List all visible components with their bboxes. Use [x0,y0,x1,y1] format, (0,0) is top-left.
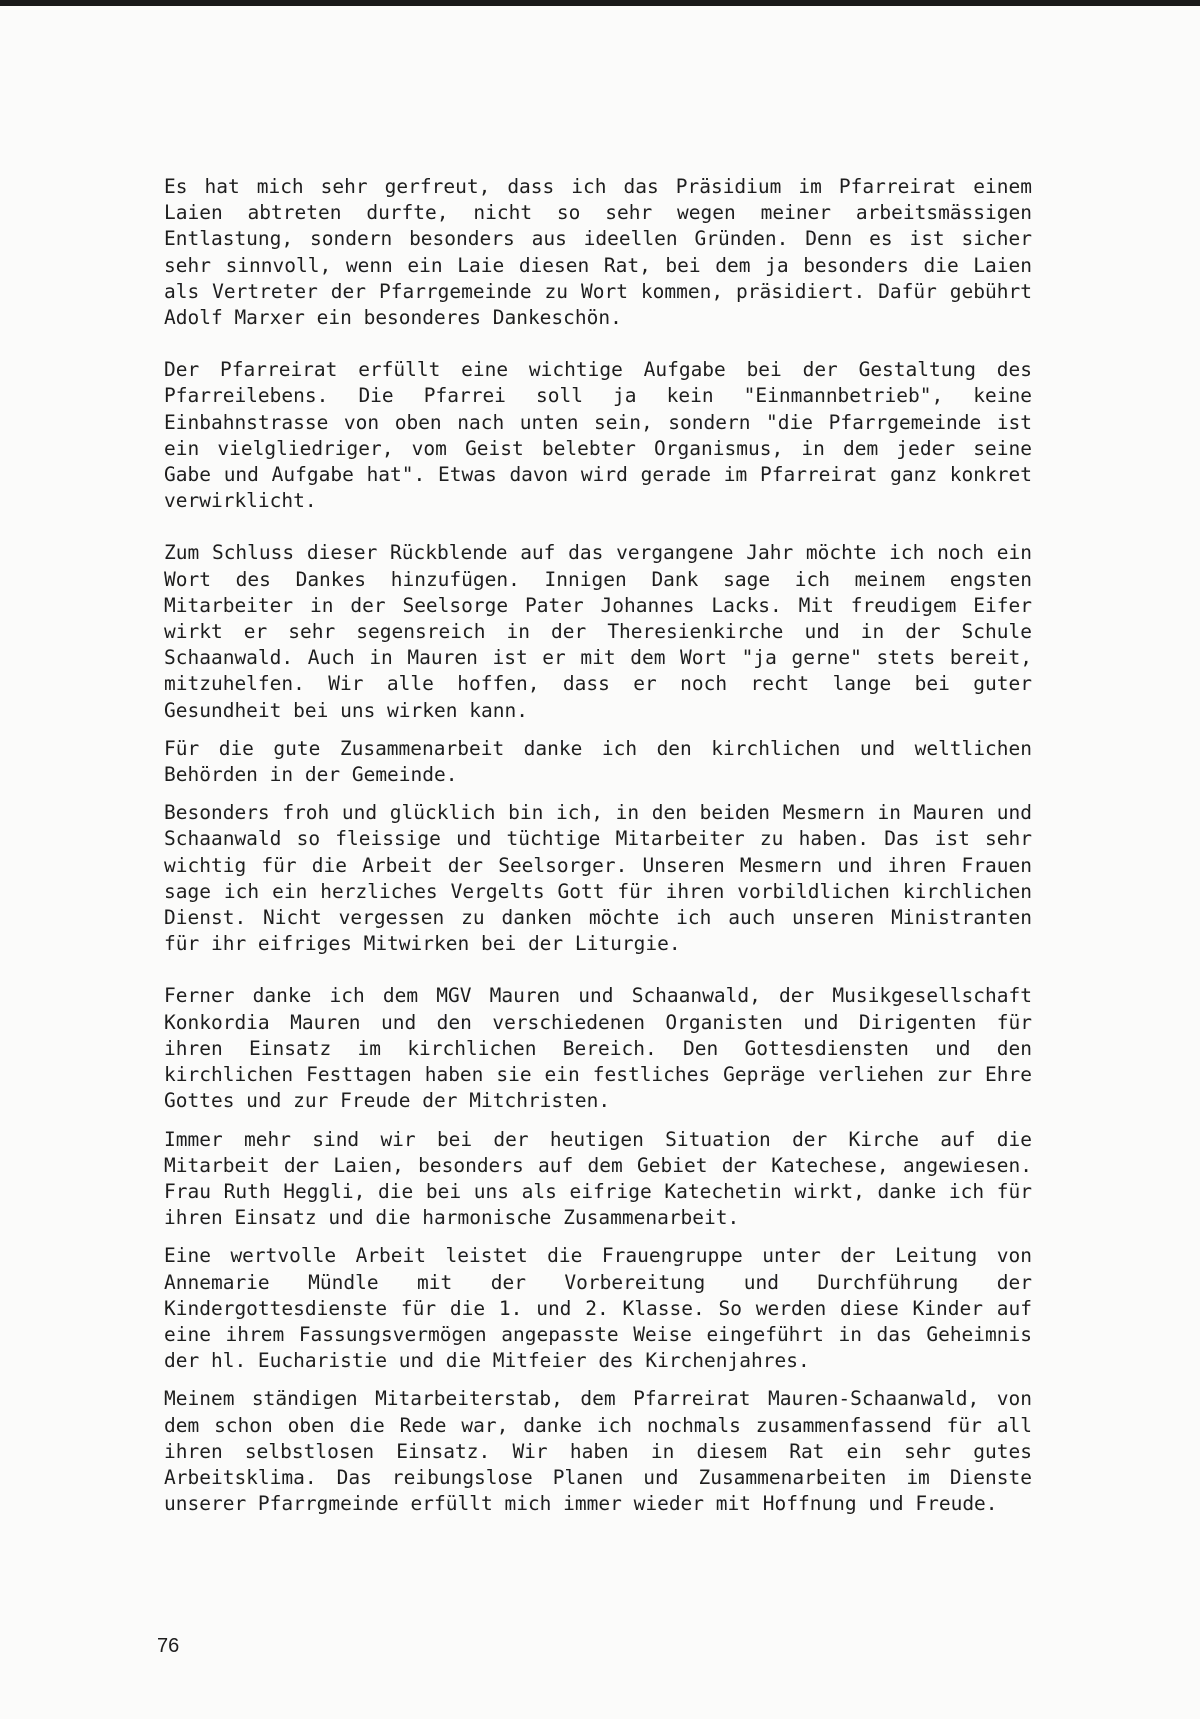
top-edge-rule [0,0,1200,6]
paragraph-mitarbeiterstab: Meinem ständigen Mitarbeiterstab, dem Pfarreirat Mauren-Schaanwald, von dem schon oben die Rede war, danke ich nochmals zusammenfassend für all ihren selbstlosen Einsatz. Wir haben in diesem Rat ein sehr gutes Arbeitsklima. Das reibungslose Planen und Zusammenarbeiten im Dienste unserer Pfarrgmeinde erfüllt mich immer wieder mit Hoffnung und Freude. [164,1387,1032,1516]
paragraph-pfarreirat-aufgabe: Der Pfarreirat erfüllt eine wichtige Aufgabe bei der Gestaltung des Pfarreilebens. Die Pfarrei soll ja kein "Einmannbetrieb", keine Einbahnstrasse von oben nach unten sein, sondern "die Pfarrgemeinde ist ein vielgliedriger, vom Geist belebter Organismus, in dem jeder seine Gabe und Aufgabe hat". Etwas davon wird gerade im Pfarreirat ganz konkret verwirklicht. [164,358,1032,513]
body-text [164,174,1032,1517]
paragraph-rueckblende-dank: Zum Schluss dieser Rückblende auf das vergangene Jahr möchte ich noch ein Wort des Dankes hinzufügen. Innigen Dank sage ich meinem engsten Mitarbeiter in der Seelsorge Pater Johannes Lacks. Mit freudigem Eifer wirkt er sehr segensreich in der Theresienkirche und in der Schule Schaanwald. Auch in Mauren ist er mit dem Wort "ja gerne" stets bereit, mitzuhelfen. Wir alle hoffen, dass er noch recht lange bei guter Gesundheit bei uns wirken kann. [164,541,1032,722]
paragraph-katechese: Immer mehr sind wir bei der heutigen Situation der Kirche auf die Mitarbeit der Laien, besonders auf dem Gebiet der Katechese, angewiesen. Frau Ruth Heggli, die bei uns als eifrige Katechetin wirkt, danke ich für ihren Einsatz und die harmonische Zusammenarbeit. [164,1127,1032,1230]
page-number: 76 [157,1635,180,1657]
paragraph-praesidium: Es hat mich sehr gerfreut, dass ich das Präsidium im Pfarreirat einem Laien abtreten durfte, nicht so sehr wegen meiner arbeitsmässigen Entlastung, sondern besonders aus ideellen Gründen. Denn es ist sicher sehr sinnvoll, wenn ein Laie diesen Rat, bei dem ja besonders die Laien als Vertreter der Pfarrgemeinde zu Wort kommen, präsidiert. Dafür gebührt Adolf Marxer ein besonderes Dankeschön. [164,175,1032,330]
paragraph-frauengruppe: Eine wertvolle Arbeit leistet die Frauengruppe unter der Leitung von Annemarie Mündle mit der Vorbereitung und Durchführung der Kindergottesdienste für die 1. und 2. Klasse. So werden diese Kinder auf eine ihrem Fassungsvermögen angepasste Weise eingeführt in das Geheimnis der hl. Eucharistie und die Mitfeier des Kirchenjahres. [164,1244,1032,1373]
paragraph-musik: Ferner danke ich dem MGV Mauren und Schaanwald, der Musikgesellschaft Konkordia Mauren und den verschiedenen Organisten und Dirigenten für ihren Einsatz im kirchlichen Bereich. Den Gottesdiensten und den kirchlichen Festtagen haben sie ein festliches Gepräge verliehen zur Ehre Gottes und zur Freude der Mitchristen. [164,984,1032,1113]
paragraph-behoerden: Für die gute Zusammenarbeit danke ich den kirchlichen und weltlichen Behörden in der Gemeinde. [164,736,1032,787]
paragraph-mesmer: Besonders froh und glücklich bin ich, in den beiden Mesmern in Mauren und Schaanwald so fleissige und tüchtige Mitarbeiter zu haben. Das ist sehr wichtig für die Arbeit der Seelsorger. Unseren Mesmern und ihren Frauen sage ich ein herzliches Vergelts Gott für ihren vorbildlichen kirchlichen Dienst. Nicht vergessen zu danken möchte ich auch unseren Ministranten für ihr eifriges Mitwirken bei der Liturgie. [164,801,1032,956]
